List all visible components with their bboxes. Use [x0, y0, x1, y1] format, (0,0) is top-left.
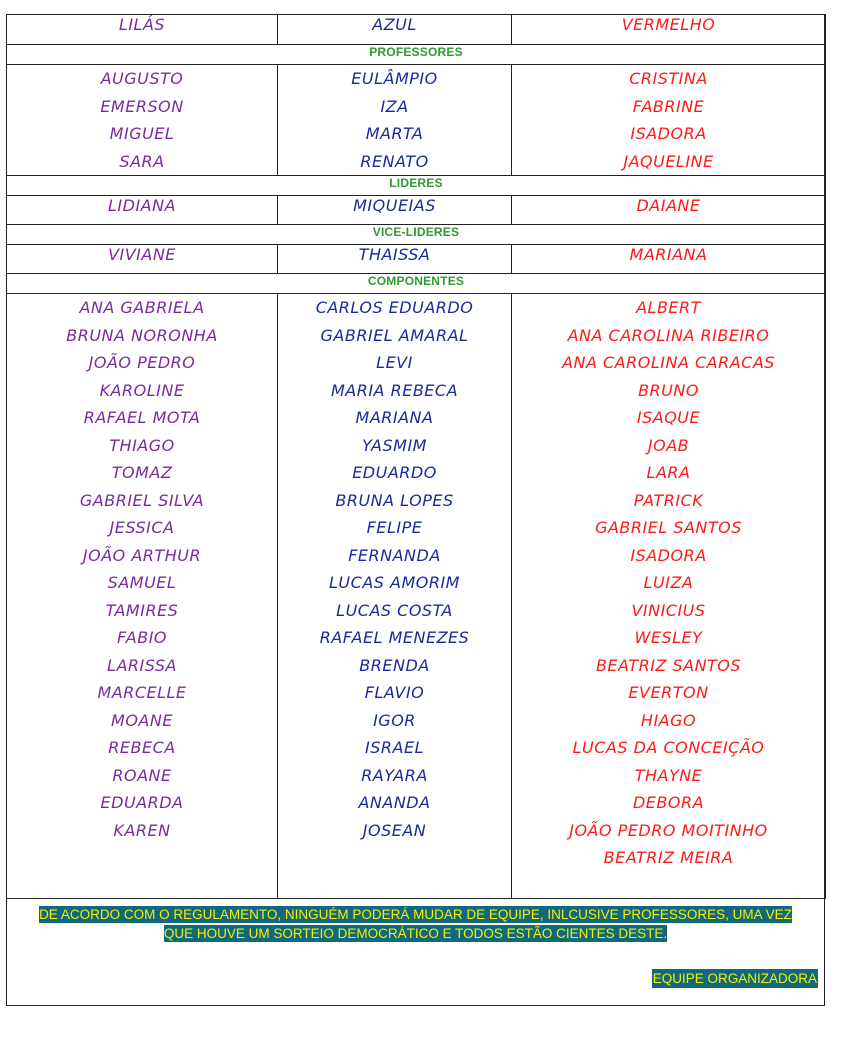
team-lilas-header: LILÁS — [7, 15, 278, 45]
vice-lider-vermelho: MARIANA — [512, 245, 826, 274]
list-item: MIGUEL — [109, 124, 175, 143]
list-item: RENATO — [360, 151, 429, 171]
list-item: CRISTINA — [629, 69, 708, 88]
lider-lilas: LIDIANA — [7, 196, 278, 225]
list-item: REBECA — [108, 738, 176, 757]
list-item: RAYARA — [361, 765, 428, 785]
list-item: GABRIEL SANTOS — [595, 518, 742, 537]
list-item: LARISSA — [107, 655, 177, 675]
lider-azul: MIQUEIAS — [278, 196, 512, 225]
section-title: COMPONENTES — [7, 274, 826, 294]
list-item: BRUNA LOPES — [335, 490, 454, 510]
list-item: JAQUELINE — [623, 151, 714, 171]
list-item: BRENDA — [359, 655, 430, 675]
section-title: PROFESSORES — [7, 45, 826, 65]
list-item: ANA GABRIELA — [79, 298, 205, 317]
list-item: MARTA — [365, 124, 424, 143]
team-vermelho-header: VERMELHO — [512, 15, 826, 45]
list-item: YASMIM — [362, 435, 427, 455]
list-item: ALBERT — [636, 298, 701, 317]
list-item: MARCELLE — [97, 683, 187, 702]
list-item: ANANDA — [358, 793, 431, 812]
section-lideres — [7, 176, 826, 196]
notice-line-1: DE ACORDO COM O REGULAMENTO, NINGUÉM PODERÁ MUDAR DE EQUIPE, INLCUSIVE PROFESSORES, UMA VEZ — [39, 907, 792, 922]
list-item: THIAGO — [109, 435, 175, 455]
team-sheet — [6, 14, 825, 1006]
lideres-row — [7, 196, 826, 225]
lider-vermelho: DAIANE — [512, 196, 826, 225]
list-item: AUGUSTO — [100, 69, 184, 88]
list-item: HIAGO — [640, 710, 697, 730]
list-item: FABIO — [117, 628, 167, 647]
list-item: DEBORA — [632, 793, 705, 812]
name-list — [278, 294, 511, 844]
team-header-row — [7, 15, 826, 45]
list-item: LEVI — [376, 353, 413, 372]
list-item: KAROLINE — [99, 380, 185, 400]
teams-table — [6, 14, 826, 899]
list-item: CARLOS EDUARDO — [315, 298, 474, 317]
name-list — [278, 65, 511, 175]
list-item: BEATRIZ MEIRA — [603, 848, 734, 867]
list-item: LUCAS AMORIM — [329, 573, 460, 592]
list-item: JOÃO PEDRO — [88, 353, 196, 372]
list-item: EDUARDO — [352, 463, 437, 482]
section-professores — [7, 45, 826, 65]
list-item: EVERTON — [628, 683, 709, 702]
list-item: FABRINE — [632, 96, 705, 116]
name-list — [7, 65, 277, 175]
list-item: RAFAEL MOTA — [83, 408, 201, 427]
list-item: RAFAEL MENEZES — [319, 628, 470, 647]
list-item: ANA CAROLINA CARACAS — [562, 353, 775, 372]
list-item: ROANE — [112, 765, 172, 785]
componentes-row — [7, 294, 826, 899]
list-item: FERNANDA — [348, 545, 441, 565]
list-item: VINICIUS — [631, 600, 706, 620]
componentes-lilas — [7, 294, 278, 899]
list-item: IGOR — [373, 710, 416, 730]
professores-azul — [278, 65, 512, 176]
vice-lider-lilas: VIVIANE — [7, 245, 278, 274]
list-item: LUIZA — [643, 573, 694, 592]
list-item: JOÃO ARTHUR — [82, 545, 202, 565]
list-item: SAMUEL — [107, 573, 177, 592]
list-item: TOMAZ — [111, 463, 173, 482]
name-list — [512, 65, 825, 175]
list-item: MARIANA — [355, 408, 434, 427]
list-item: LUCAS COSTA — [336, 600, 453, 620]
name-list — [7, 294, 277, 844]
list-item: ISADORA — [630, 545, 707, 565]
list-item: MARIA REBECA — [330, 380, 459, 400]
list-item: JOÃO PEDRO MOITINHO — [569, 820, 768, 840]
vice-lideres-row — [7, 245, 826, 274]
list-item: BEATRIZ SANTOS — [595, 655, 742, 675]
list-item: THAYNE — [634, 765, 703, 785]
list-item: LUCAS DA CONCEIÇÃO — [572, 738, 765, 757]
list-item: ISRAEL — [365, 738, 424, 757]
list-item: MOANE — [111, 710, 173, 730]
section-componentes — [7, 274, 826, 294]
list-item: BRUNO — [638, 380, 699, 400]
list-item: ANA CAROLINA RIBEIRO — [567, 325, 770, 345]
organizers-signature: EQUIPE ORGANIZADORA — [652, 971, 817, 986]
vice-lider-azul: THAISSA — [278, 245, 512, 274]
name-list — [512, 294, 825, 872]
list-item: JOSEAN — [362, 820, 427, 840]
list-item: BRUNA NORONHA — [66, 325, 218, 345]
list-item: GABRIEL SILVA — [79, 490, 205, 510]
componentes-azul — [278, 294, 512, 899]
list-item: FLAVIO — [364, 683, 425, 702]
list-item: IZA — [380, 96, 409, 116]
list-item: KAREN — [113, 820, 171, 840]
list-item: LARA — [646, 463, 691, 482]
professores-vermelho — [512, 65, 826, 176]
list-item: JOAB — [647, 435, 690, 455]
section-title: LIDERES — [7, 176, 826, 196]
list-item: EDUARDA — [100, 793, 184, 812]
list-item: EMERSON — [100, 96, 184, 116]
list-item: FELIPE — [366, 518, 423, 537]
list-item: PATRICK — [633, 490, 704, 510]
list-item: TAMIRES — [105, 600, 179, 620]
list-item: SARA — [119, 151, 165, 171]
list-item: ISADORA — [630, 124, 707, 143]
team-azul-header: AZUL — [278, 15, 512, 45]
list-item: GABRIEL AMARAL — [320, 325, 469, 345]
list-item: EULÂMPIO — [351, 69, 438, 88]
componentes-vermelho — [512, 294, 826, 899]
professores-row — [7, 65, 826, 176]
section-title: VICE-LIDERES — [7, 225, 826, 245]
list-item: JESSICA — [109, 518, 175, 537]
notice-line-2: QUE HOUVE UM SORTEIO DEMOCRÁTICO E TODOS ESTÃO CIENTES DESTE. — [163, 926, 668, 941]
rules-notice — [7, 905, 824, 943]
list-item: WESLEY — [634, 628, 703, 647]
section-vice-lideres — [7, 225, 826, 245]
professores-lilas — [7, 65, 278, 176]
list-item: ISAQUE — [636, 408, 701, 427]
